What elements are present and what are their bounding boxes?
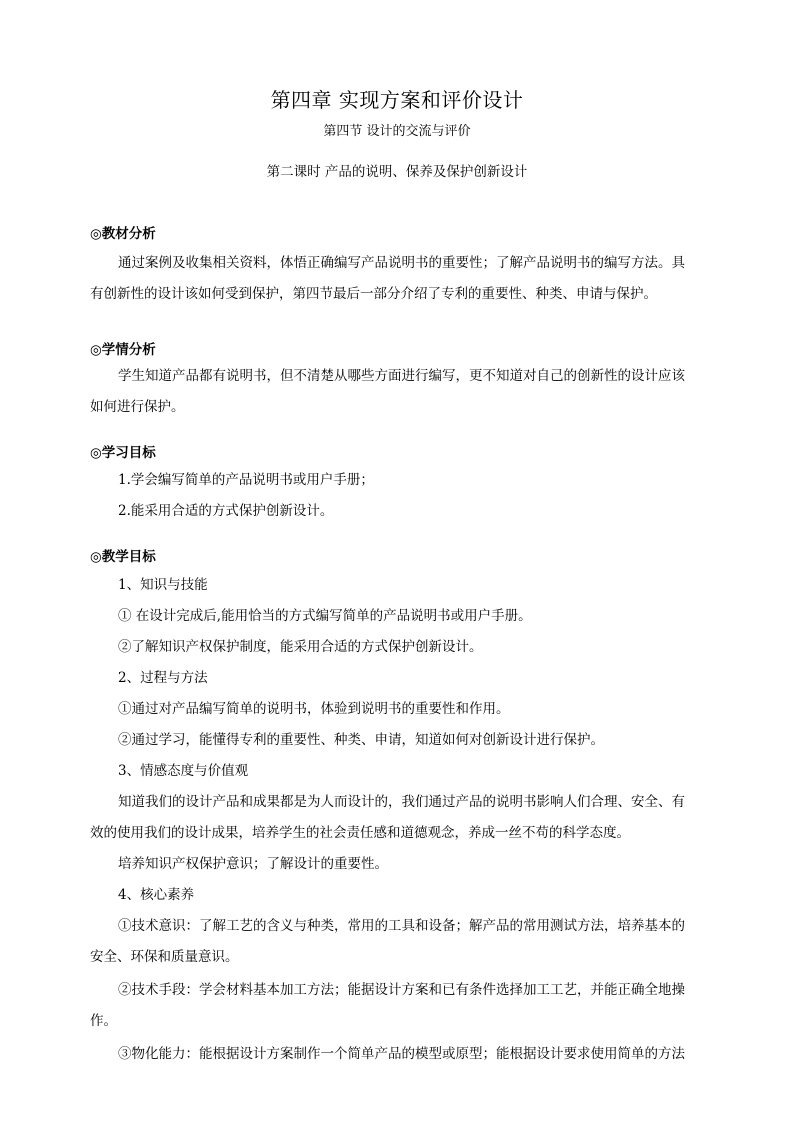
list-item: ②了解知识产权保护制度，能采用合适的方式保护创新设计。 — [118, 639, 483, 655]
paragraph-line: 如何进行保护。 — [90, 399, 185, 415]
paragraph-line: 效的使用我们的设计成果，培养学生的社会责任感和道德观念，养成一丝不苟的科学态度。 — [90, 825, 630, 841]
subheading: 1、知识与技能 — [118, 577, 208, 593]
heading-teaching-goals: ◎教学目标 — [90, 549, 156, 565]
paragraph-line: 作。 — [90, 1013, 117, 1029]
subheading: 2、过程与方法 — [118, 670, 208, 686]
list-item: ②技术手段：学会材料基本加工方法；能据设计方案和已有条件选择加工工艺，并能正确全地操 — [118, 982, 685, 998]
list-item: 2.能采用合适的方式保护创新设计。 — [118, 503, 334, 519]
lesson-title: 第二课时 产品的说明、保养及保护创新设计 — [266, 164, 528, 180]
heading-learning-goals: ◎学习目标 — [90, 445, 156, 461]
list-item: ③物化能力：能根据设计方案制作一个简单产品的模型或原型；能根据设计要求使用简单的方法 — [118, 1046, 685, 1062]
paragraph-line: 培养知识产权保护意识；了解设计的重要性。 — [118, 856, 388, 872]
paragraph-line: 安全、环保和质量意识。 — [90, 949, 239, 965]
list-item: ①技术意识：了解工艺的含义与种类，常用的工具和设备；解产品的常用测试方法，培养基本的 — [118, 918, 685, 934]
heading-student-analysis: ◎学情分析 — [90, 342, 156, 358]
subheading: 3、情感态度与价值观 — [118, 763, 249, 779]
paragraph-line: 学生知道产品都有说明书，但不清楚从哪些方面进行编写，更不知道对自己的创新性的设计应该 — [118, 368, 685, 384]
subheading: 4、核心素养 — [118, 887, 195, 903]
paragraph-line: 有创新性的设计该如何受到保护，第四节最后一部分介绍了专利的重要性、种类、申请与保护。 — [90, 286, 657, 302]
list-item: ②通过学习，能懂得专利的重要性、种类、申请，知道如何对创新设计进行保护。 — [118, 732, 604, 748]
paragraph-line: 知道我们的设计产品和成果都是为人而设计的，我们通过产品的说明书影响人们合理、安全、有 — [118, 794, 685, 810]
paragraph-line: 通过案例及收集相关资料，体悟正确编写产品说明书的重要性；了解产品说明书的编写方法。具 — [118, 255, 685, 271]
section-subtitle: 第四节 设计的交流与评价 — [323, 124, 471, 139]
list-item: ①通过对产品编写简单的说明书，体验到说明书的重要性和作用。 — [118, 701, 510, 717]
list-item: 1.学会编写简单的产品说明书或用户手册； — [118, 472, 374, 488]
chapter-title: 第四章 实现方案和评价设计 — [270, 88, 524, 112]
list-item: ① 在设计完成后,能用恰当的方式编写简单的产品说明书或用户手册。 — [118, 608, 532, 624]
heading-textbook-analysis: ◎教材分析 — [90, 226, 156, 242]
